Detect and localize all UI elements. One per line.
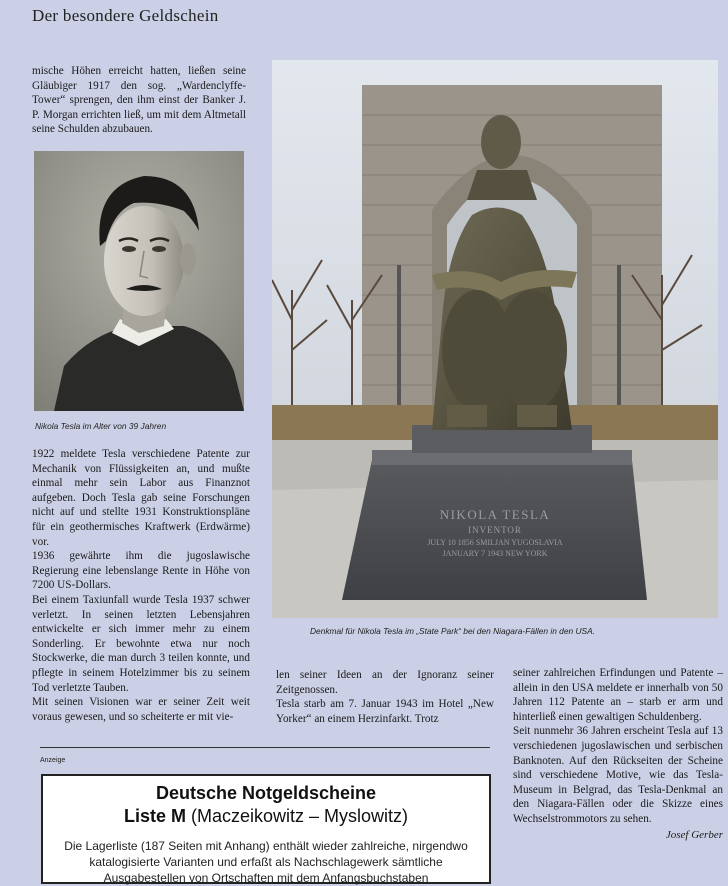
inscription-title: INVENTOR: [468, 525, 522, 535]
author-signature: Josef Gerber: [665, 828, 723, 841]
ad-label: Anzeige: [40, 757, 66, 764]
ad-subtitle-rest: (Maczeikowitz – Myslowitz): [185, 806, 409, 826]
ad-title: Deutsche Notgeldscheine: [155, 783, 377, 803]
paragraph: 1922 meldete Tesla verschiedene Patente zur Mechanik von Flüssigkeiten an, und mußte einmal mehr sein Labor aus Finanznot aufgeben. Doch Tesla gab seine Forschungen nicht auf und stellte 1931 Konstruktionspläne für ein geothermisches Kraftwerk (Erdwärme) vor.: [32, 448, 250, 548]
column1-top-text: [32, 64, 246, 137]
paragraph: len seiner Ideen an der Ignoranz seiner Zeitgenossen.: [276, 669, 494, 696]
advertisement-box: [41, 774, 491, 884]
paragraph: Seit nunmehr 36 Jahren erscheint Tesla auf 13 verschiedenen jugoslawischen und serbischen Banknoten. Auf den Rückseiten der Scheine sind verschiedene Motive, wie das Tesla-Museum in Belgrad, das Tesla-Denkmal an den Niagara-Fällen oder die Skizze eines Wechselstrommotors zu sehen.: [513, 725, 723, 825]
ad-body-text: Die Lagerliste (187 Seiten mit Anhang) enthält wieder zahlreiche, nirgendwo katalogisierte Varianten und erfaßt als Nachschlagewerk sämtliche Ausgabestellen von Ortschaften mit dem Anfangsbuchstaben: [64, 839, 468, 885]
inscription-name: NIKOLA TESLA: [439, 507, 551, 522]
column2-text: [276, 668, 494, 726]
paragraph: Bei einem Taxiunfall wurde Tesla 1937 schwer verletzt. In seinen letzten Lebensjahren entwickelte er sich immer mehr zu einem Sonderling. Er bewohnte etwa nur noch Stockwerke, die man durch 3 teilen konnte, und pflegte in seinem Hotelzimmer bis zu seinem Tod verletzte Tauben.: [32, 593, 250, 694]
ad-subtitle-bold: Liste M: [123, 806, 186, 826]
tesla-portrait-photo: [34, 151, 244, 411]
paragraph: 1936 gewährte ihm die jugoslawische Regierung eine lebenslange Rente in Höhe von 7200 US-Dollars.: [32, 550, 250, 592]
portrait-caption: Nikola Tesla im Alter von 39 Jahren: [35, 421, 167, 431]
section-header: Der besondere Geldschein: [32, 6, 219, 25]
statue-caption: Denkmal für Nikola Tesla im „State Park“ bei den Niagara-Fällen in den USA.: [310, 626, 596, 636]
paragraph: seiner zahlreichen Erfindungen und Patente – allein in den USA meldete er innerhalb von 50 Jahren 112 Patente an – starb er arm und hinterließ einen gewaltigen Schuldenberg.: [513, 667, 723, 723]
column1-bottom-text: [32, 447, 250, 724]
tesla-statue-photo: [272, 60, 718, 618]
inscription-birth: JULY 10 1856 SMILJAN YUGOSLAVIA: [427, 538, 563, 547]
ad-divider: [40, 747, 490, 748]
paragraph: Mit seinen Visionen war er seiner Zeit weit voraus gewesen, und so scheiterte er mit vie-: [32, 696, 250, 723]
paragraph: Tesla starb am 7. Januar 1943 im Hotel „New Yorker“ an einem Herzinfarkt. Trotz: [276, 698, 494, 725]
inscription-death: JANUARY 7 1943 NEW YORK: [442, 549, 548, 558]
paragraph: mische Höhen erreicht hatten, ließen seine Gläubiger 1917 den sog. „Wardenclyffe-Tower“ sprengen, den ihm einst der Banker J. P. Morgan errichten ließ, um mit dem Altmetall seine Schulden abzubauen.: [32, 65, 246, 136]
ad-subtitle: [43, 806, 489, 827]
column3-text: [513, 666, 723, 842]
